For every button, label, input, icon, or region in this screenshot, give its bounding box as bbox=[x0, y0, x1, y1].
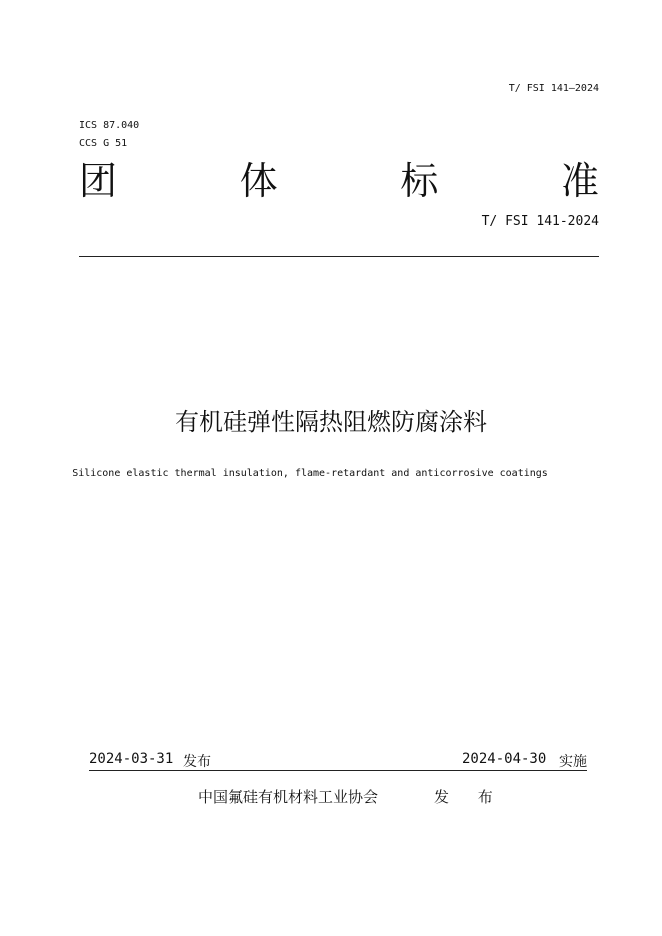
implementation-date: 2024-04-30 bbox=[462, 751, 547, 767]
ics-code: ICS 87.040 bbox=[79, 120, 140, 131]
publisher-name: 中国氟硅有机材料工业协会 bbox=[198, 788, 379, 806]
date-row bbox=[89, 751, 587, 771]
release-date: 2024-03-31 bbox=[89, 751, 174, 767]
publisher-action: 发 布 bbox=[434, 788, 505, 806]
ccs-code: CCS G 51 bbox=[79, 138, 128, 149]
header-standard-code: T/ FSI 141—2024 bbox=[508, 83, 599, 94]
publisher-row bbox=[0, 786, 662, 808]
title-char-1: 团 bbox=[79, 159, 118, 203]
footer-divider bbox=[89, 770, 587, 771]
title-char-2: 体 bbox=[239, 159, 278, 203]
implementation-label: 实施 bbox=[559, 754, 587, 770]
title-char-4: 准 bbox=[560, 159, 599, 203]
document-type-title bbox=[79, 158, 599, 204]
header-divider bbox=[79, 256, 599, 257]
chinese-title: 有机硅弹性隔热阻燃防腐涂料 bbox=[175, 408, 487, 436]
standard-number: T/ FSI 141-2024 bbox=[481, 214, 599, 229]
title-char-3: 标 bbox=[400, 159, 439, 203]
release-label: 发布 bbox=[183, 754, 211, 770]
english-title: Silicone elastic thermal insulation, flame-retardant and anticorrosive coatings bbox=[72, 468, 548, 479]
